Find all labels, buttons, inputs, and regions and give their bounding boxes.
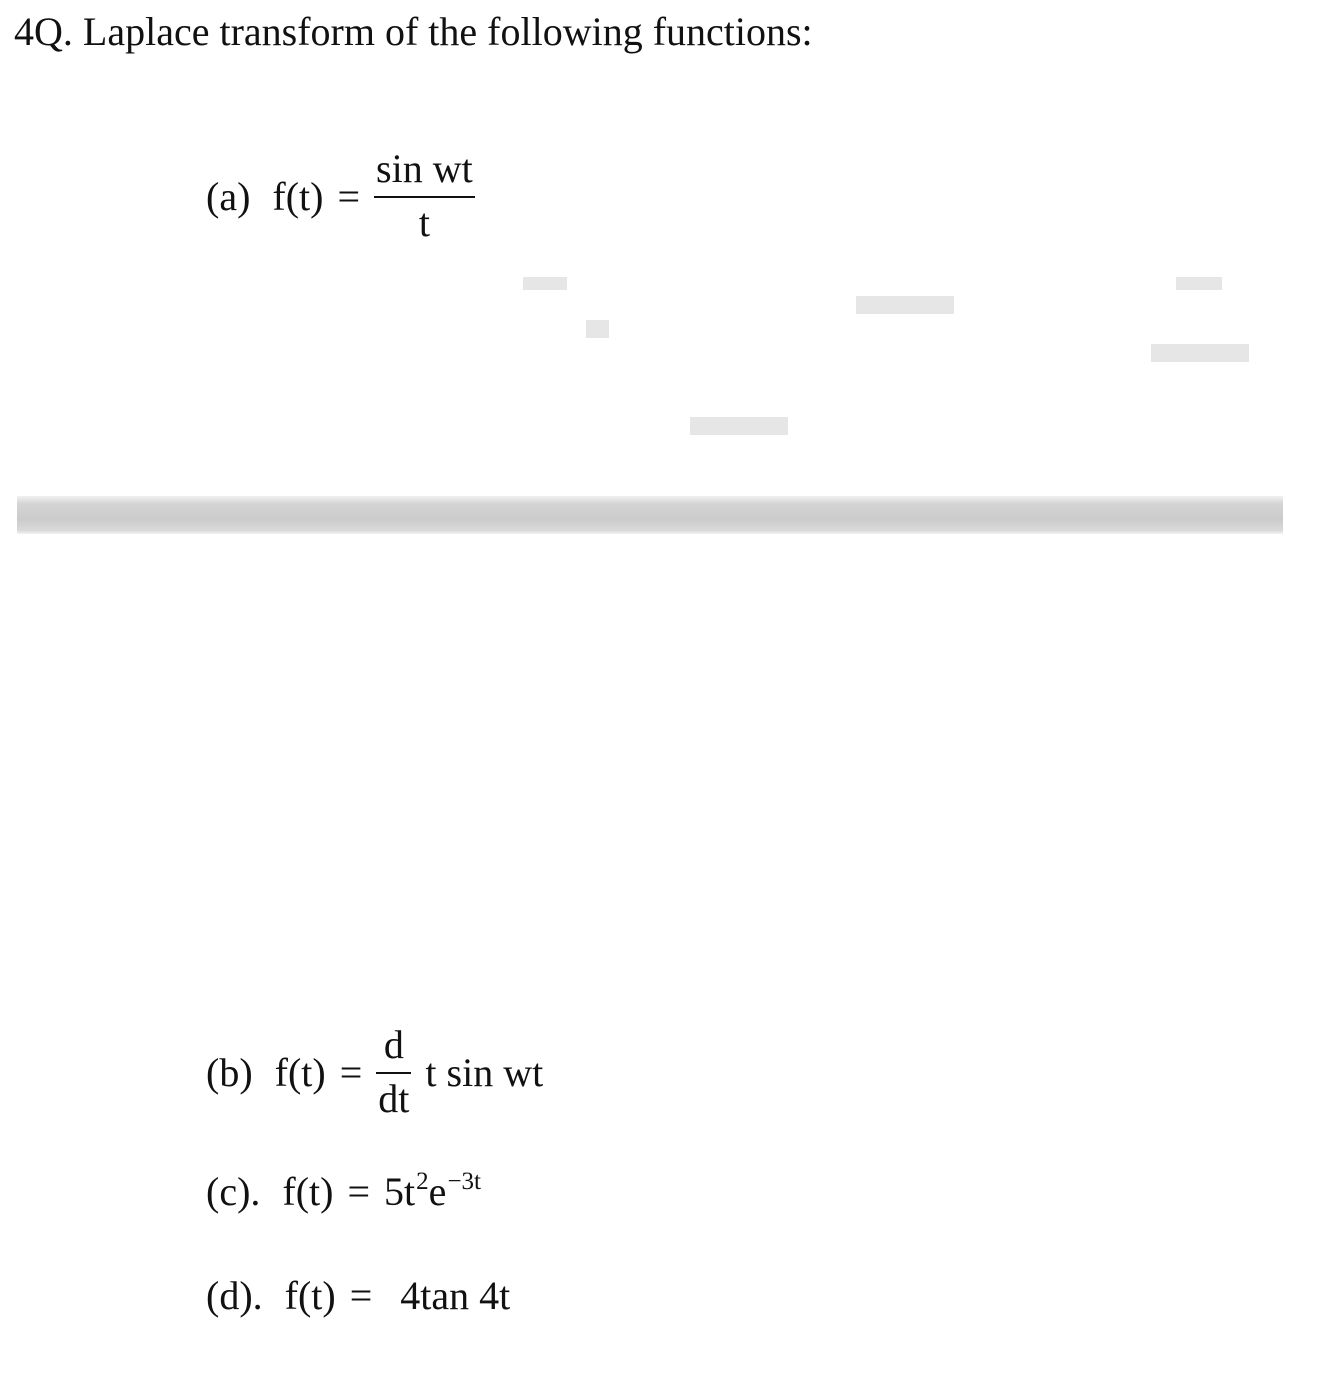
fraction-a (374, 148, 475, 244)
equation-b (206, 1024, 543, 1120)
base-exponent-c: 2 (416, 1168, 429, 1195)
equation-d (206, 1272, 510, 1319)
equation-a (206, 148, 475, 244)
faint-mark (586, 320, 609, 338)
rhs-d: 4tan 4t (400, 1273, 511, 1318)
equals-sign-c: = (347, 1169, 371, 1214)
fraction-b (376, 1024, 411, 1120)
item-label-c: (c). (206, 1169, 261, 1214)
question-heading: 4Q. Laplace transform of the following functions: (14, 9, 813, 54)
factor-c: e (428, 1169, 447, 1214)
rhs-c (384, 1168, 481, 1215)
equation-c (206, 1168, 481, 1215)
denominator-a: t (418, 200, 430, 245)
numerator-b: d (383, 1022, 404, 1067)
factor-exponent-c: −3t (447, 1168, 481, 1195)
faint-mark (1176, 277, 1222, 290)
equals-sign-d: = (349, 1273, 373, 1318)
rhs-b: t sin wt (425, 1049, 544, 1095)
lhs-d: f(t) (284, 1273, 336, 1318)
base-c: 5t (384, 1169, 416, 1214)
faint-mark (523, 277, 567, 290)
equals-sign-b: = (339, 1049, 363, 1095)
faint-mark (856, 296, 954, 314)
equals-sign-a: = (337, 173, 361, 219)
item-label-d: (d). (206, 1273, 263, 1318)
numerator-a: sin wt (376, 146, 473, 191)
section-divider (17, 496, 1283, 534)
denominator-b: dt (378, 1076, 410, 1121)
faint-mark (690, 417, 788, 435)
lhs-b: f(t) (274, 1049, 326, 1095)
fraction-bar-b (376, 1072, 411, 1074)
faint-mark (1151, 344, 1249, 362)
fraction-bar-a (374, 196, 475, 198)
item-label-b: (b) (206, 1049, 253, 1095)
lhs-c: f(t) (282, 1169, 334, 1214)
item-label-a: (a) (206, 173, 251, 219)
lhs-a: f(t) (272, 173, 324, 219)
